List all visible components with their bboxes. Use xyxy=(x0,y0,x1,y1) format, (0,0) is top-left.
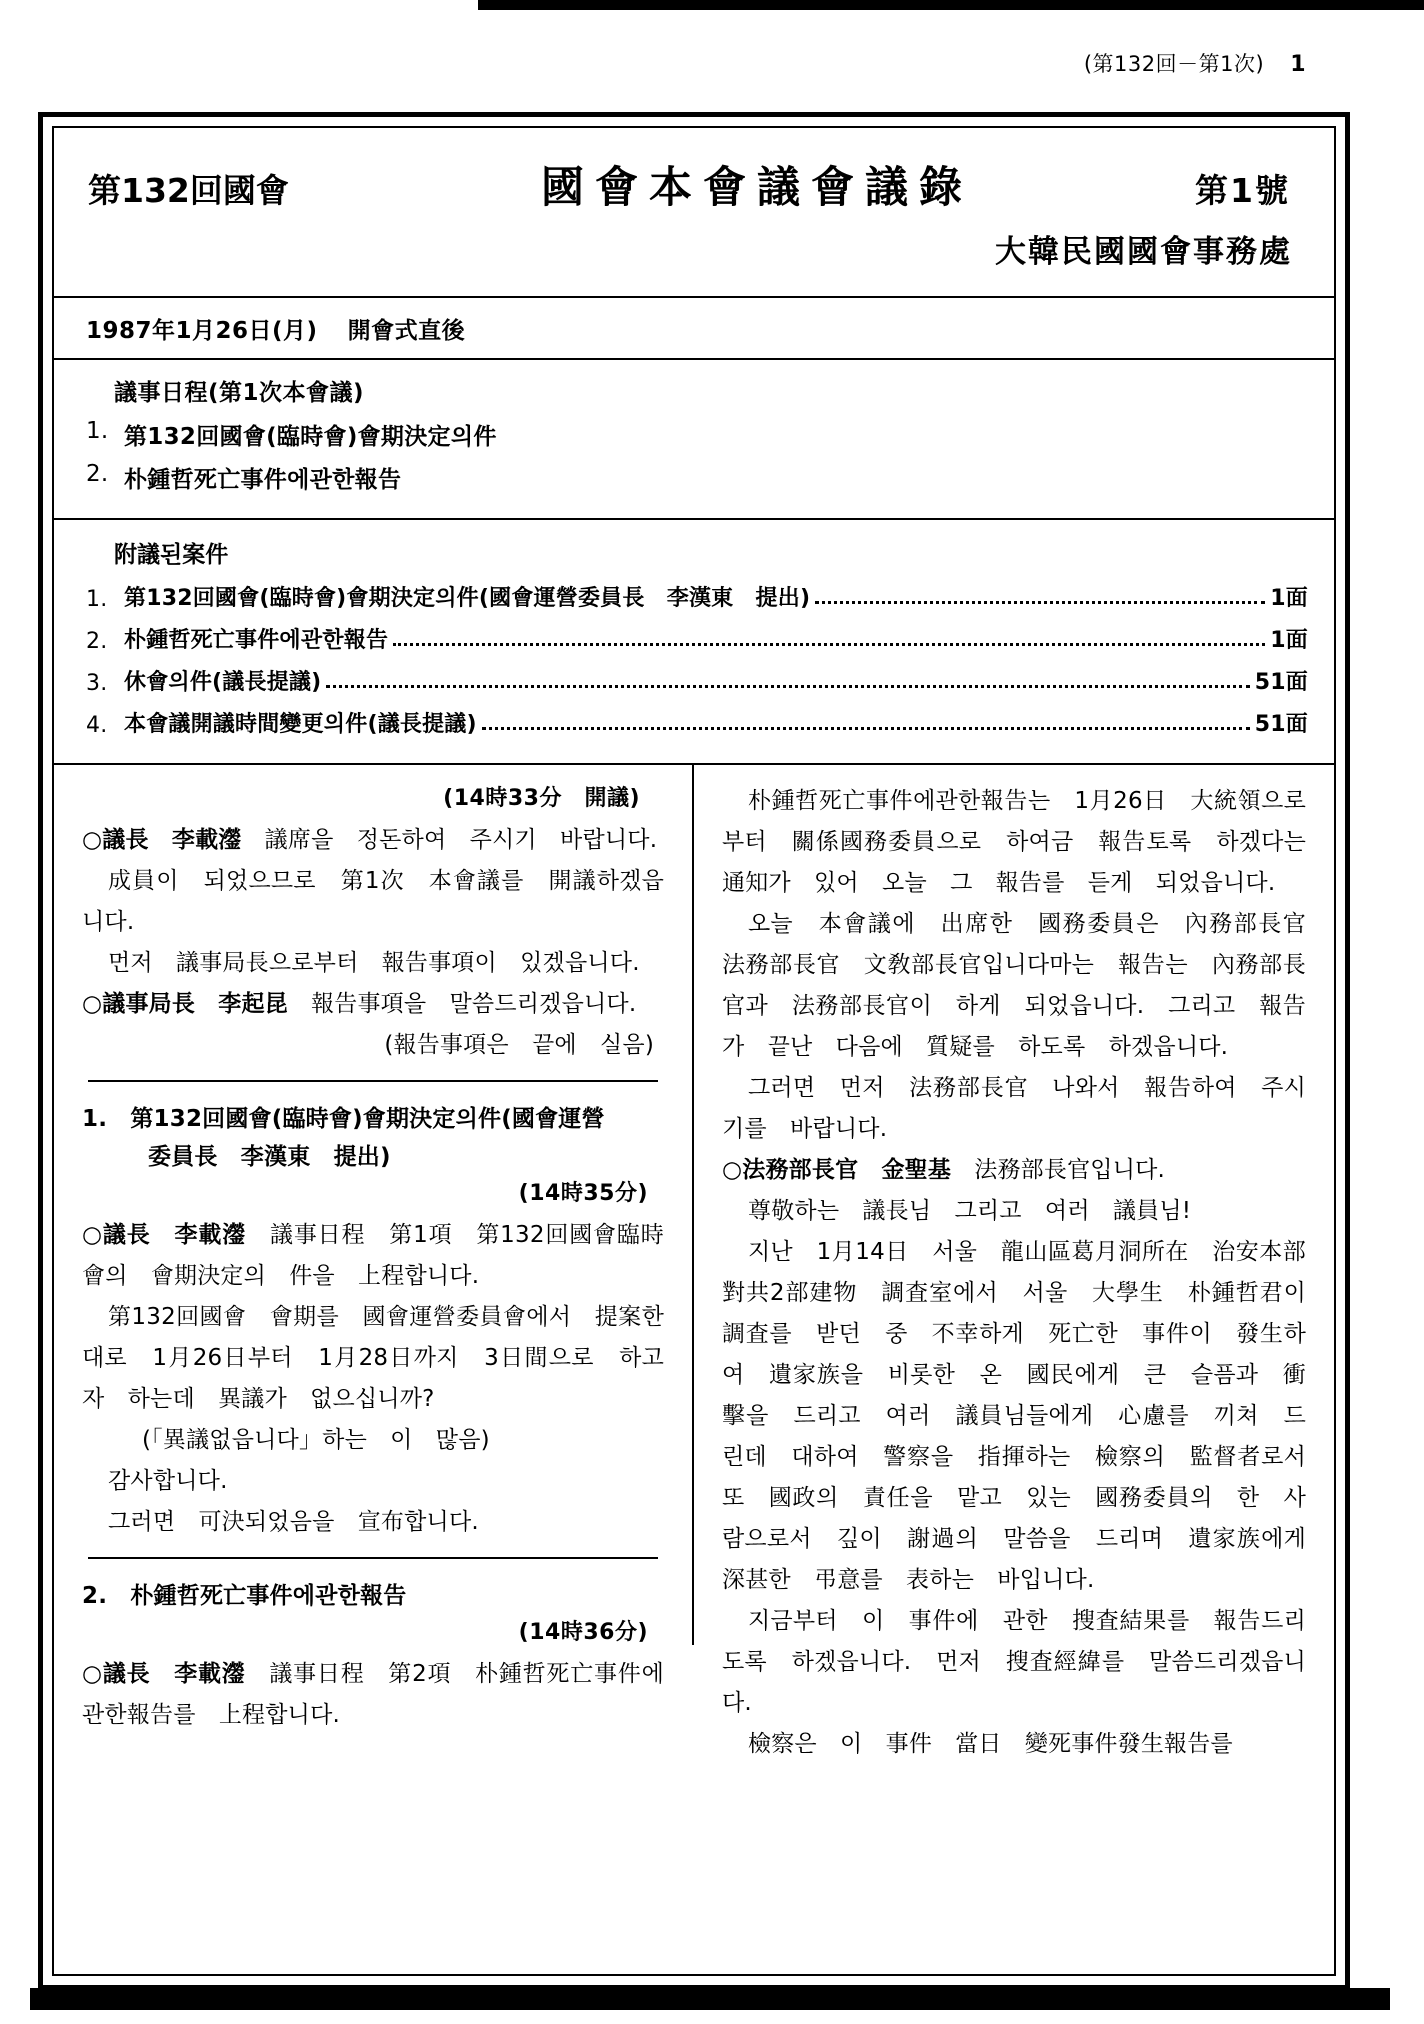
bill-page: 51面 xyxy=(1254,670,1308,695)
section-heading: 2. 朴鍾哲死亡事件에관한報告 xyxy=(82,1583,407,1609)
page-frame xyxy=(38,112,1350,1990)
section-divider xyxy=(88,1080,658,1082)
bill-row xyxy=(86,581,1308,612)
speaker-name: ○議事局長 李起昆 xyxy=(82,991,288,1017)
agenda-item-number: 1. xyxy=(86,418,109,444)
agenda-item xyxy=(86,461,1302,494)
dot-leader xyxy=(815,600,1265,604)
running-head-session: (第132回－第1次) xyxy=(1083,52,1265,76)
speech-text: 議席을 정돈하여 주시기 바랍니다. xyxy=(241,827,658,853)
speech-paragraph: 지금부터 이 事件에 관한 搜査結果를 報告드리도록 하겠읍니다. 먼저 搜査經緯를 말씀드리겠읍니다. xyxy=(722,1608,1306,1716)
speech-paragraph xyxy=(82,1654,664,1736)
masthead xyxy=(54,128,1334,298)
speech-text: 法務部長官입니다. xyxy=(951,1157,1166,1183)
agenda-title: 議事日程(第1次本會議) xyxy=(114,380,365,406)
bill-label: 休會의件(議長提議) xyxy=(124,670,322,695)
agenda-item-label: 朴鍾哲死亡事件에관한報告 xyxy=(124,467,402,493)
body-columns xyxy=(54,765,1334,1757)
bill-label: 第132回國會(臨時會)會期決定의件(國會運營委員長 李漢東 提出) xyxy=(124,586,811,611)
bill-number: 1. xyxy=(86,587,108,612)
speech-paragraph: 尊敬하는 議長님 그리고 여러 議員님! xyxy=(748,1198,1192,1224)
speech-paragraph: 第132回國會 會期를 國會運營委員會에서 提案한 대로 1月26日부터 1月28日까지 3日間으로 하고자 하는데 異議가 없으십니까? xyxy=(82,1304,688,1412)
speech-paragraph: 지난 1月14日 서울 龍山區葛月洞所在 治安本部 對共2部建物 調査室에서 서울 大學生 朴鍾哲君이 調査를 받던 중 不幸하게 死亡한 事件이 發生하여 遺家族을 비롯한 온 國民에게 큰 슬픔과 衝擊을 드리고 여러 議員님들에게 心慮를 끼쳐 드린데 대하여 警察을 指揮하는 檢察의 監督者로서 또 國政의 責任을 맡고 있는 國務委員의 한 사람으로서 깊이 謝過의 말씀을 드리며 遺家族에게 深甚한 弔意를 表하는 바입니다. xyxy=(722,1239,1330,1593)
section-timestamp: (14時35分) xyxy=(518,1181,648,1206)
speech-text: 議事日程 第1項 第132回國會臨時會의 會期決定의 件을 上程합니다. xyxy=(82,1222,664,1289)
agenda-item xyxy=(86,418,1302,451)
section-timestamp: (14時36分) xyxy=(518,1620,648,1645)
bill-label: 朴鍾哲死亡事件에관한報告 xyxy=(124,628,389,653)
bill-row xyxy=(86,665,1308,696)
speech-paragraph xyxy=(722,1150,1306,1191)
speech-paragraph: 오늘 本會議에 出席한 國務委員은 內務部長官 法務部長官 文敎部長官입니다마는 報告는 內務部長官과 法務部長官이 하게 되었읍니다. 그리고 報告가 끝난 다음에 質疑를 하도록 하겠읍니다. xyxy=(722,911,1330,1060)
speaker-name: ○議長 李載灐 xyxy=(82,1661,246,1687)
bill-number: 4. xyxy=(86,713,108,738)
speech-paragraph: 朴鍾哲死亡事件에관한報告는 1月26日 大統領으로부터 關係國務委員으로 하여금 報告토록 하겠다는 通知가 있어 오늘 그 報告를 듣게 되었읍니다. xyxy=(722,788,1330,896)
speech-paragraph: 檢察은 이 事件 當日 變死事件發生報告를 xyxy=(748,1731,1233,1757)
section-divider xyxy=(88,1557,658,1559)
speech-paragraph xyxy=(82,820,664,861)
bill-label: 本會議開議時間變更의件(議長提議) xyxy=(124,712,477,737)
speech-paragraph xyxy=(82,1215,664,1297)
speech-paragraph xyxy=(82,984,664,1025)
page-inner-border xyxy=(52,126,1336,1976)
running-head xyxy=(1084,48,1306,78)
masthead-session: 第132回國會 xyxy=(88,171,289,210)
section-heading xyxy=(82,1100,664,1176)
section-heading-line2: 委員長 李漢東 提出) xyxy=(148,1144,391,1170)
left-column xyxy=(54,765,694,1728)
bill-row xyxy=(86,707,1308,738)
bill-page: 1面 xyxy=(1270,628,1308,653)
agenda-item-label: 第132回國會(臨時會)會期決定의件 xyxy=(124,424,497,450)
stage-direction: (「異議없읍니다」하는 이 많음) xyxy=(142,1427,490,1453)
open-timestamp: (14時33分 開議) xyxy=(443,786,640,811)
page-number: 1 xyxy=(1290,52,1306,77)
masthead-row xyxy=(88,154,1300,215)
referred-bills-block xyxy=(54,520,1334,765)
speech-paragraph: 감사합니다. xyxy=(108,1468,228,1494)
speech-text: 報告事項을 말씀드리겠읍니다. xyxy=(287,991,637,1017)
session-date: 1987年1月26日(月) xyxy=(86,317,318,344)
date-bar xyxy=(54,298,1334,360)
session-date-note: 開會式直後 xyxy=(347,317,466,344)
bill-page: 51面 xyxy=(1254,712,1308,737)
speech-paragraph: 그러면 먼저 法務部長官 나와서 報告하여 주시기를 바랍니다. xyxy=(722,1075,1306,1142)
stage-direction: (報告事項은 끝에 실음) xyxy=(384,1032,654,1058)
referred-bills-title: 附議된案件 xyxy=(114,542,229,568)
speech-paragraph: 먼저 議事局長으로부터 報告事項이 있겠읍니다. xyxy=(108,950,640,976)
scan-artifact-top xyxy=(478,0,1424,10)
dot-leader xyxy=(482,726,1250,730)
speech-text: 議事日程 第2項 朴鍾哲死亡事件에관한報告를 上程합니다. xyxy=(82,1661,664,1728)
speaker-name: ○法務部長官 金聖基 xyxy=(722,1157,952,1183)
agenda-item-number: 2. xyxy=(86,461,109,487)
speech-paragraph: 그러면 可決되었음을 宣布합니다. xyxy=(108,1509,479,1535)
bill-page: 1面 xyxy=(1270,586,1308,611)
speaker-name: ○議長 李載灐 xyxy=(82,1222,247,1248)
dot-leader xyxy=(326,684,1249,688)
speech-paragraph: 成員이 되었으므로 第1次 本會議를 開議하겠읍니다. xyxy=(82,868,664,935)
bill-number: 3. xyxy=(86,671,108,696)
bill-row xyxy=(86,623,1308,654)
scan-artifact-bottom xyxy=(30,1988,1390,2010)
masthead-issue-number: 第1號 xyxy=(1195,171,1290,210)
right-column xyxy=(694,765,1334,1757)
speaker-name: ○議長 李載灐 xyxy=(82,827,242,853)
masthead-issuer: 大韓民國國會事務處 xyxy=(995,234,1292,270)
section-heading-line1: 1. 第132回國會(臨時會)會期決定의件(國會運營 xyxy=(82,1106,605,1132)
agenda-block xyxy=(54,360,1334,520)
bill-number: 2. xyxy=(86,629,108,654)
page-title: 國會本會議會議錄 xyxy=(540,163,973,213)
dot-leader xyxy=(393,642,1265,646)
